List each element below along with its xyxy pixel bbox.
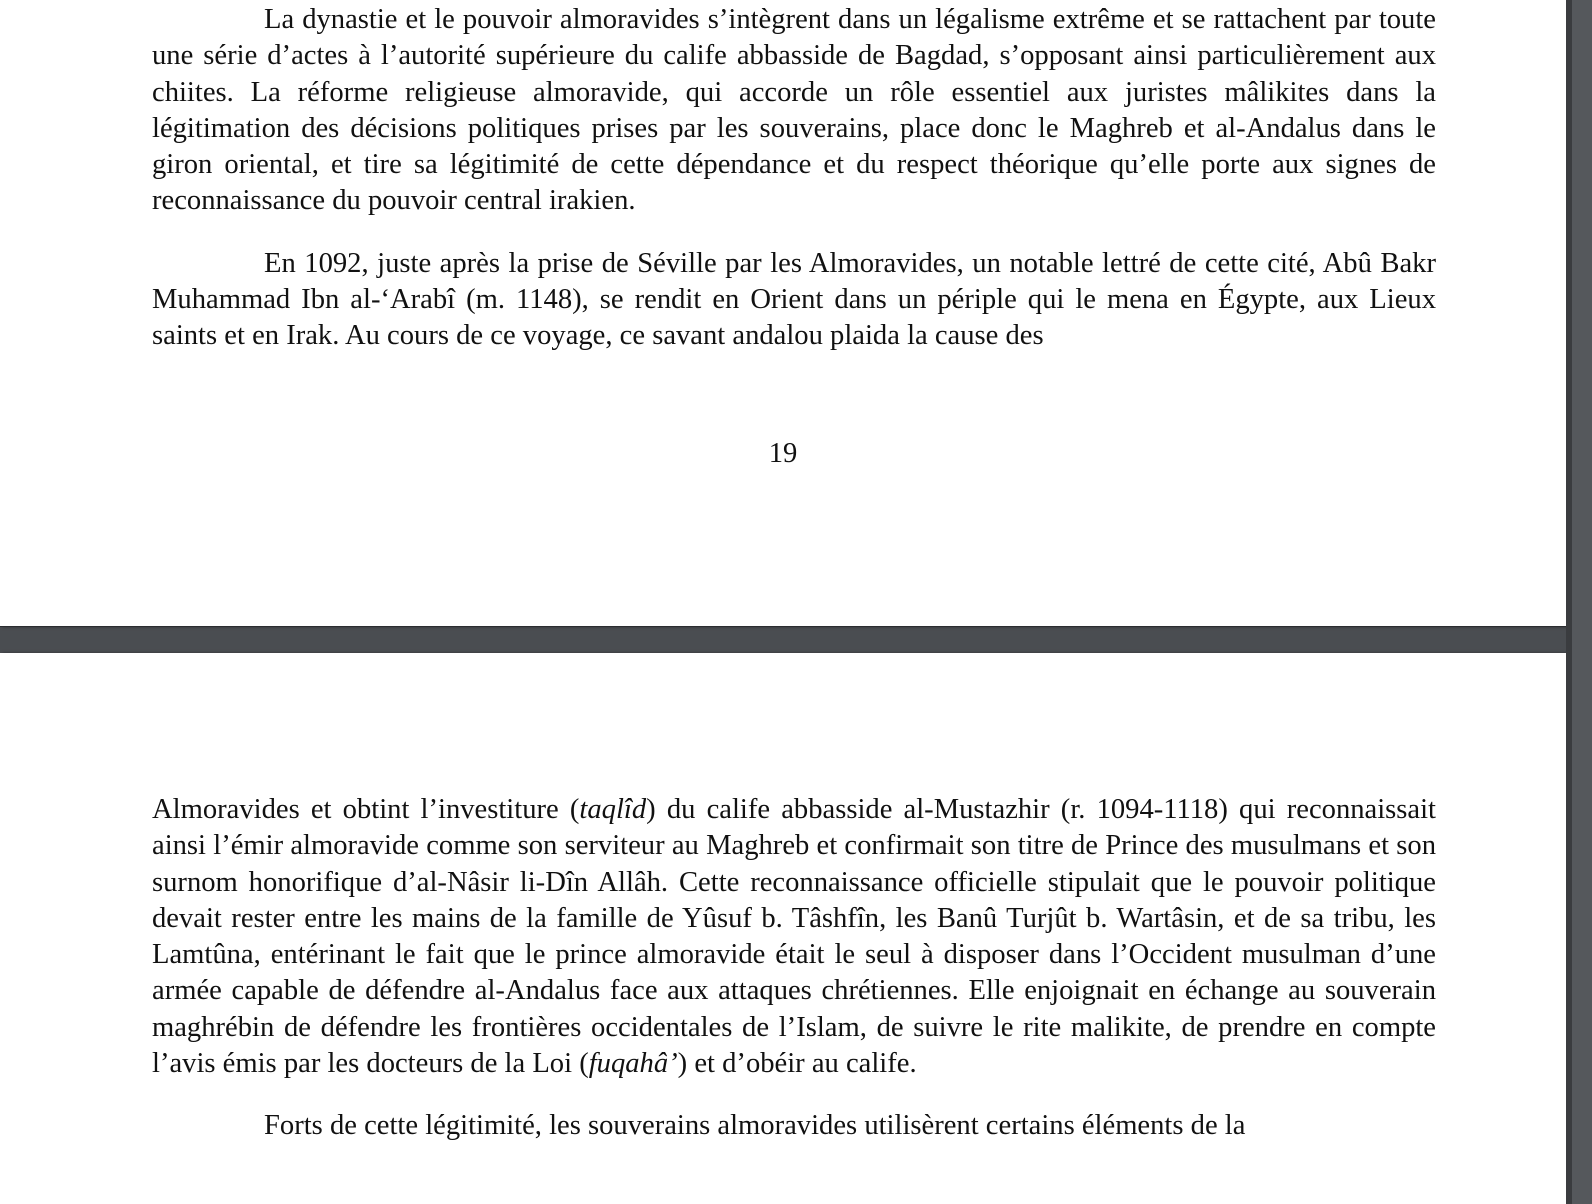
paragraph-investiture-part-b: ) du calife abbasside al-Mustazhir (r. 1094-1118) qui reconnaissait ainsi l’émir almoravide comme son serviteur au Maghreb et confirmait son titre de Prince des musulmans et son surnom honorifique d’al-Nâsir li-Dîn Allâh. Cette reconnaissance officielle stipulait que le pouvoir politique devait rester entre les mains de la famille de Yûsuf b. Tâshfîn, les Banû Turjût b. Wartâsin, et de sa tribu, les Lamtûna, entérinant le fait que le prince almoravide était le seul à disposer dans l’Occident musulman d’une armée capable de défendre al-Andalus face aux attaques chrétiennes. Elle enjoignait en échange au souverain maghrébin de défendre les frontières occidentales de l’Islam, de suivre le rite malikite, de prendre en compte l’avis émis par les docteurs de la Loi ( [152,794,1437,1080]
scrollbar-track [1566,0,1572,1204]
paragraph-1092: En 1092, juste après la prise de Séville par les Almoravides, un notable lettré de cette cité, Abû Bakr Muhammad Ibn al-‘Arabî (m. 1148), se rendit en Orient dans un périple qui le mena en Égypte, aux Lieux saints et en Irak. Au cours de ce voyage, ce savant andalou plaida la cause des [152,247,1436,352]
viewer-scrollbar[interactable] [1566,0,1592,1204]
page-19-body [152,2,1436,355]
page-20 [0,653,1566,1204]
paragraph-legalisme: La dynastie et le pouvoir almoravides s’intègrent dans un légalisme extrême et se rattachent par toute une série d’actes à l’autorité supérieure du calife abbasside de Bagdad, s’opposant ainsi particulièrement aux chiites. La réforme religieuse almoravide, qui accorde un rôle essentiel aux juristes mâlikites dans la légitimation des décisions politiques prises par les souverains, place donc le Maghreb et al-Andalus dans le giron oriental, et tire sa légitimité de cette dépendance et du respect théorique qu’elle porte aux signes de reconnaissance du pouvoir central irakien. [152,4,1436,217]
paragraph-investiture-part-a: Almoravides et obtint l’investiture ( [152,794,580,825]
paragraph-forts: Forts de cette légitimité, les souverains almoravides utilisèrent certains éléments de la [264,1110,1246,1142]
paragraph-investiture [152,792,1436,1082]
page-number: 19 [768,438,798,469]
paragraph-investiture-part-c: ) et d’obéir au calife. [677,1048,917,1080]
term-fuqaha: fuqahâ’ [588,1048,678,1080]
page-20-body [152,792,1436,1145]
term-taqlid: taqlîd [579,794,647,825]
